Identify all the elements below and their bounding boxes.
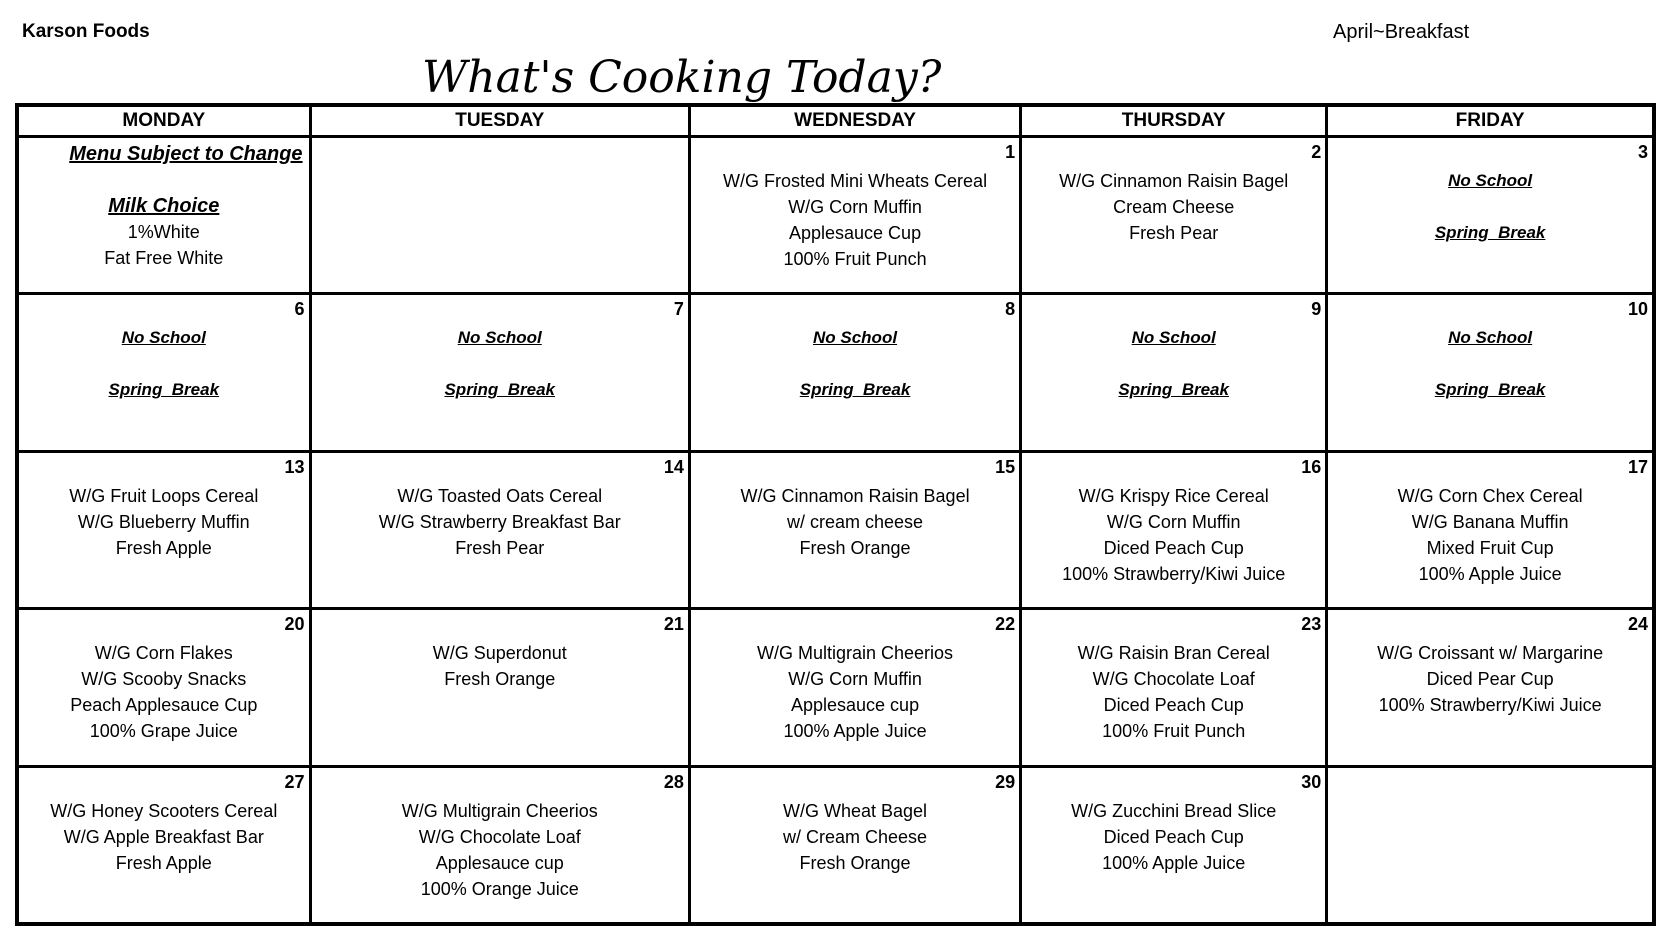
day-cell: [689, 451, 1020, 608]
menu-item: 100% Apple Juice: [1102, 852, 1246, 873]
menu-item: W/G Multigrain Cheerios: [401, 800, 598, 821]
menu-item: Fresh Pear: [1129, 223, 1219, 243]
menu-item: Applesauce cup: [790, 695, 920, 716]
day-number: 23: [1301, 614, 1322, 635]
menu-item: Applesauce cup: [435, 852, 564, 873]
spacer: [1022, 351, 1325, 377]
milk-choice-title: Milk Choice: [108, 195, 220, 217]
menu-item: 100% Grape Juice: [89, 721, 238, 742]
spacer: [1328, 194, 1652, 220]
menu-item: W/G Toasted Oats Cereal: [397, 485, 603, 506]
day-number: 8: [1005, 299, 1016, 320]
day-number: 24: [1627, 614, 1648, 635]
day-number: 7: [673, 299, 684, 320]
spacer: [312, 351, 688, 377]
milk-option: Fat Free White: [104, 248, 224, 268]
menu-items: [312, 138, 688, 168]
day-cell: [689, 609, 1020, 766]
menu-item: w/ Cream Cheese: [783, 826, 928, 847]
day-cell: [17, 137, 310, 294]
day-number: 10: [1627, 299, 1648, 320]
menu-item: W/G Corn Muffin: [1106, 511, 1241, 532]
day-cell: [1021, 609, 1327, 766]
menu-item: W/G Chocolate Loaf: [1092, 669, 1255, 690]
menu-item: Fresh Orange: [799, 852, 911, 873]
menu-items: [312, 295, 688, 403]
menu-items: [312, 768, 688, 902]
menu-items: [1328, 453, 1652, 587]
no-school-label: No School: [121, 328, 206, 348]
menu-items: [19, 610, 309, 744]
no-school-label: No School: [1448, 171, 1533, 190]
menu-item: 100% Apple Juice: [783, 721, 927, 742]
no-school-label: No School: [1448, 328, 1533, 348]
menu-item: W/G Strawberry Breakfast Bar: [378, 511, 621, 532]
menu-items: [691, 295, 1019, 403]
menu-notes: [19, 141, 309, 271]
day-cell: [1327, 294, 1654, 451]
menu-item: 100% Fruit Punch: [783, 249, 927, 269]
day-number: 6: [294, 299, 305, 320]
menu-items: [19, 768, 309, 876]
day-number: 30: [1301, 771, 1322, 792]
menu-item: Fresh Orange: [799, 537, 911, 558]
header-tuesday: TUESDAY: [310, 105, 689, 137]
menu-item: W/G Wheat Bagel: [783, 800, 928, 821]
spacer: [19, 351, 309, 377]
day-number: 14: [663, 456, 684, 477]
company-name: Karson Foods: [22, 21, 150, 42]
menu-item: W/G Honey Scooters Cereal: [50, 800, 278, 821]
header-monday: MONDAY: [17, 105, 310, 137]
day-number: 16: [1301, 456, 1322, 477]
menu-item: W/G Zucchini Bread Slice: [1071, 800, 1277, 821]
no-school-label: No School: [813, 328, 898, 348]
day-cell: [17, 294, 310, 451]
day-number: 22: [995, 614, 1016, 635]
calendar-body: [17, 137, 1654, 925]
day-cell: [1021, 451, 1327, 608]
day-cell: [1327, 609, 1654, 766]
menu-item: W/G Fruit Loops Cereal: [69, 485, 259, 506]
spacer: [19, 167, 309, 193]
week-row: [17, 294, 1654, 451]
menu-items: [312, 453, 688, 561]
menu-item: Fresh Apple: [115, 852, 212, 873]
menu-item: W/G Cinnamon Raisin Bagel: [1059, 171, 1289, 191]
day-number: 13: [284, 456, 305, 477]
menu-item: W/G Croissant w/ Margarine: [1377, 643, 1604, 664]
menu-item: W/G Blueberry Muffin: [77, 511, 250, 532]
menu-item: Fresh Orange: [444, 669, 556, 690]
weekday-header-row: [17, 105, 1654, 137]
menu-item: 100% Strawberry/Kiwi Juice: [1378, 695, 1602, 716]
menu-item: W/G Multigrain Cheerios: [757, 643, 954, 664]
day-number: 20: [284, 614, 305, 635]
menu-item: 100% Orange Juice: [420, 878, 579, 899]
spring-break-label: Spring Break: [444, 380, 556, 400]
week-row: [17, 609, 1654, 766]
menu-items: [1022, 295, 1325, 403]
week-row: [17, 451, 1654, 608]
day-cell: [1021, 137, 1327, 294]
day-number: 27: [284, 771, 305, 792]
milk-option: 1%White: [127, 222, 200, 242]
spring-break-label: Spring Break: [1434, 223, 1546, 242]
menu-items: [312, 610, 688, 692]
menu-items: [1022, 768, 1325, 876]
day-cell: [17, 609, 310, 766]
menu-subtitle: April~Breakfast: [1333, 21, 1470, 43]
menu-item: Peach Applesauce Cup: [70, 695, 258, 716]
day-cell: [310, 294, 689, 451]
menu-items: [1022, 610, 1325, 744]
menu-item: W/G Krispy Rice Cereal: [1078, 485, 1269, 506]
day-cell: [17, 451, 310, 608]
menu-item: Diced Pear Cup: [1426, 669, 1554, 690]
menu-item: W/G Banana Muffin: [1411, 511, 1569, 532]
no-school-label: No School: [1131, 328, 1216, 348]
day-cell: [310, 766, 689, 924]
menu-items: [1328, 138, 1652, 246]
menu-item: 100% Fruit Punch: [1102, 721, 1246, 742]
menu-item: Diced Peach Cup: [1103, 826, 1244, 847]
day-number: 21: [663, 614, 684, 635]
menu-item: W/G Raisin Bran Cereal: [1077, 643, 1270, 664]
week-row: [17, 766, 1654, 924]
menu-items: [1022, 138, 1325, 246]
menu-calendar: [15, 103, 1656, 926]
day-cell: [1327, 137, 1654, 294]
menu-items: [691, 768, 1019, 876]
day-cell: [310, 137, 689, 294]
day-cell: [1021, 294, 1327, 451]
spring-break-label: Spring Break: [108, 380, 220, 400]
header-thursday: THURSDAY: [1021, 105, 1327, 137]
day-cell: [17, 766, 310, 924]
header-friday: FRIDAY: [1327, 105, 1654, 137]
menu-item: W/G Corn Flakes: [94, 643, 233, 664]
day-cell: [310, 609, 689, 766]
menu-item: Mixed Fruit Cup: [1426, 537, 1554, 558]
day-cell: [1327, 766, 1654, 924]
menu-item: 100% Apple Juice: [1418, 563, 1562, 584]
day-cell: [689, 766, 1020, 924]
menu-item: Fresh Pear: [455, 537, 545, 558]
menu-item: 100% Strawberry/Kiwi Juice: [1062, 563, 1286, 584]
menu-items: [691, 138, 1019, 272]
menu-item: Applesauce Cup: [788, 223, 922, 243]
spring-break-label: Spring Break: [1434, 380, 1546, 400]
menu-item: W/G Scooby Snacks: [81, 669, 247, 690]
day-cell: [689, 137, 1020, 294]
day-number: 3: [1637, 142, 1648, 162]
day-cell: [689, 294, 1020, 451]
day-number: 1: [1005, 142, 1016, 162]
menu-items: [19, 453, 309, 561]
spring-break-label: Spring Break: [799, 380, 911, 400]
menu-items: [19, 295, 309, 403]
no-school-label: No School: [457, 328, 542, 348]
week-row: [17, 137, 1654, 294]
day-cell: [1021, 766, 1327, 924]
day-number: 28: [663, 771, 684, 792]
menu-items: [1328, 768, 1652, 798]
spring-break-label: Spring Break: [1118, 380, 1229, 400]
menu-item: Diced Peach Cup: [1103, 695, 1244, 716]
menu-items: [1328, 610, 1652, 718]
menu-items: [1022, 453, 1325, 587]
day-number: 29: [995, 771, 1016, 792]
menu-item: W/G Superdonut: [432, 643, 567, 664]
menu-item: Diced Peach Cup: [1103, 537, 1244, 558]
spacer: [1328, 351, 1652, 377]
spacer: [691, 351, 1019, 377]
menu-item: W/G Frosted Mini Wheats Cereal: [723, 171, 988, 191]
menu-item: W/G Corn Chex Cereal: [1397, 485, 1583, 506]
menu-item: W/G Corn Muffin: [788, 669, 922, 690]
day-number: 2: [1311, 142, 1322, 162]
menu-item: W/G Cinnamon Raisin Bagel: [740, 485, 970, 506]
page-title: What's Cooking Today?: [422, 52, 942, 103]
menu-item: Fresh Apple: [115, 537, 212, 558]
menu-item: Cream Cheese: [1113, 197, 1235, 217]
day-number: 15: [995, 456, 1016, 477]
menu-items: [691, 610, 1019, 744]
menu-item: w/ cream cheese: [787, 511, 924, 532]
menu-item: W/G Apple Breakfast Bar: [63, 826, 264, 847]
day-number: 17: [1627, 456, 1648, 477]
menu-items: [691, 453, 1019, 561]
day-number: 9: [1311, 299, 1322, 320]
day-cell: [1327, 451, 1654, 608]
menu-item: W/G Chocolate Loaf: [418, 826, 581, 847]
menu-item: W/G Corn Muffin: [788, 197, 922, 217]
menu-change-note: Menu Subject to Change: [69, 143, 303, 165]
menu-items: [1328, 295, 1652, 403]
day-cell: [310, 451, 689, 608]
header-wednesday: WEDNESDAY: [689, 105, 1020, 137]
